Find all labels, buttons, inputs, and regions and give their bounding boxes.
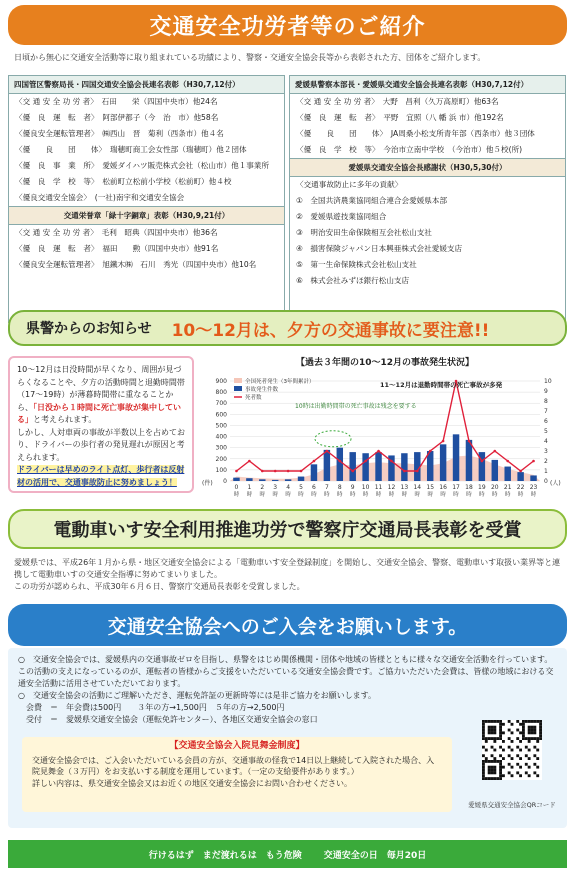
point-deaths [519,470,522,473]
point-deaths [429,450,432,453]
bar-accident-count [233,478,239,481]
x-tick-label: 15 [426,484,435,491]
left-award-row: 〈優 良 学 校 等〉 松前町立松前小学校（松前町）他４校 [15,177,232,186]
legend-swatch [234,386,242,391]
right-award-subrow: ① 全国共済農業協同組合連合会愛媛県本部 [296,196,448,205]
x-unit-label: 時 [349,492,356,498]
footer-slogan: 行けるはず まだ渡れるは もう危険 [148,850,302,861]
chart-annotation-2: 10時は出勤時間帯の死亡事故は残念を要する [295,403,417,410]
right-award-row: 〈優 良 団 体〉 JA周桑小松支所青年部（西条市）他３団体 [296,129,535,138]
bar-accident-count [298,477,304,481]
bar-accident-count [349,452,355,481]
x-tick-label: 12 [387,484,396,491]
notice-paragraph-2: しかし、人対車両の事故が半数以上を占めており、ドライバーの歩行者の発見遅れが原因と考えられます。 [17,427,185,462]
bar-accident-count [440,444,446,481]
notice-red-text: 「日没から１時間に死亡事故が集中している」 [17,402,181,424]
bar-accident-count [504,467,510,481]
x-unit-label: 時 [504,492,511,498]
x-tick-label: 5 [299,484,303,491]
police-label: 県警からのお知らせ [26,321,152,337]
bar-accident-count [337,448,343,481]
x-unit-label: 時 [453,492,459,498]
hospital-benefit-contact: 詳しい内容は、県交通安全協会又はお近くの地区交通安全協会にお問い合わせください。 [32,778,352,788]
x-unit-label: 時 [466,492,472,498]
point-deaths [390,460,393,463]
x-unit-label: 時 [272,492,278,498]
award-title: 電動車いす安全利用推進功労で警察庁交通局長表彰を受賞 [53,520,522,541]
point-deaths [493,450,496,453]
x-unit-label: 時 [362,492,369,498]
point-deaths [403,470,406,473]
point-deaths [338,460,341,463]
point-deaths [300,470,303,473]
left-award-subrow: 〈優 良 運 転 者〉 福田 勲（四国中央市）他91名 [15,244,219,253]
point-deaths [235,470,238,473]
y-tick-label: 0 [223,478,227,485]
intro-text: 日頃から無心に交通安全活動等に取り組まれている功績により、警察・交通安全協会長等から表彰された方、団体をご紹介します。 [14,53,486,62]
legend-label: 全国死者発生（3年間累計） [245,379,315,385]
join-fee: 会費 ＝ 年会費は500円 ３年の方→1,500円 ５年の方→2,500円 [26,703,285,712]
point-deaths [506,460,509,463]
chart-annotation-1: 11～12月は退勤時間帯の死亡事故が多発 [380,381,503,389]
join-paragraph-1: ○ 交通安全協会では、愛媛県内の交通事故ゼロを目指し、県警をはじめ関係機関・団体や地域の皆様とともに様々な交通安全活動を行っています。この活動の支えになっているのが、運転者の皆様からご支援をいただいている交通安全協会費です。ご協力いただいた会費は、皆様の地域における交通安全活動に活用させていただいております。 [18,655,554,688]
x-tick-label: 1 [247,484,252,491]
y-tick-label: 700 [215,400,227,408]
page-title-banner [8,5,567,45]
x-tick-label: 14 [413,484,422,491]
qr-label: 愛媛県交通安全協会QRコード [468,801,556,809]
right-award-row: 〈優 良 運 転 者〉 平野 宜照（八 幡 浜 市）他192名 [296,113,504,122]
point-deaths [313,460,316,463]
x-unit-label: 時 [427,492,433,498]
right-award-subrow: ⑥ 株式会社みずほ銀行松山支店 [296,276,410,285]
x-unit-label: 時 [324,492,330,498]
chart-title: 【過去３年間の10～12月の事故発生状況】 [295,358,475,368]
y2-tick-label: 3 [544,448,548,455]
award-paragraph-1: 愛媛県では、平成26年１月から県・地区交通安全協会による「電動車いす安全登録制度」を開始し、交通安全協会、警察、電動車いす取扱い業界等と連携して電動車いすの交通安全指導に努めてまいりました。 [14,558,561,579]
y2-tick-label: 1 [544,468,548,475]
bar-accident-count [492,460,498,481]
notice-paragraph-3: ドライバーは早めのライト点灯、歩行者は反射材の活用で、交通事故防止に努めましょう！ [17,465,185,487]
join-title: 交通安全協会へのご入会をお願いします。 [107,615,468,638]
y2-tick-label: 4 [544,438,548,445]
x-unit-label: 時 [337,492,343,498]
bar-accident-count [375,452,381,481]
legend-label: 事故発生件数 [245,387,279,393]
x-tick-label: 0 [234,484,239,491]
x-unit-label: 時 [530,492,537,498]
left-award-subrow: 〈優良安全運転管理者〉 旭鐵木㈱ 石川 秀光（四国中央市）他10名 [15,260,257,269]
y2-tick-label: 8 [544,398,548,405]
y-tick-label: 100 [215,466,227,474]
legend-swatch [234,378,242,383]
point-deaths [326,450,329,453]
x-unit-label: 時 [246,492,253,498]
x-tick-label: 16 [439,484,447,491]
x-unit-label: 時 [388,492,395,498]
x-unit-label: 時 [414,492,421,498]
x-tick-label: 9 [350,484,355,491]
y-tick-label: 400 [215,433,227,441]
y2-tick-label: 7 [544,408,548,415]
bar-accident-count [401,453,407,481]
point-deaths [364,460,367,463]
x-tick-label: 10 [361,484,370,491]
series-line-deaths [236,381,533,471]
award-paragraph-2: この功労が認められ、平成30年６月６日、警察庁交通局長表彰を受賞しました。 [14,582,305,591]
footer-safety-day: 交通安全の日 毎月20日 [323,850,427,861]
x-unit-label: 時 [311,492,317,498]
right-award-subrow: ③ 明治安田生命保険相互会社松山支社 [296,228,432,237]
point-deaths [481,460,484,463]
right-award-subheading: 愛媛県交通安全協会長感謝状（H30,5,30付） [290,158,565,177]
hospital-benefit-text: 交通安全協会では、ご入会いただいている会員の方が、交通事故の怪我で14日以上継続して入院された場合、入院見舞金（３万円）をお支払いする制度を運用しています。（一定の支給要件があります。） [32,755,435,776]
bar-accident-count [517,472,523,481]
police-notice-banner [8,310,567,346]
x-tick-label: 7 [324,484,329,491]
chart-svg [200,353,570,503]
y2-tick-label: 0 [544,478,548,485]
y2-tick-label: 2 [544,458,548,465]
x-unit-label: 時 [440,492,446,498]
y2-tick-label: 9 [544,388,548,395]
left-award-row: 〈優 良 団 体〉 瑞穂町商工会女性部（瑞穂町）他２団体 [15,145,247,154]
footer-bar [8,840,567,868]
hospital-benefit-title: 【交通安全協会入院見舞金制度】 [169,741,305,751]
point-deaths [377,450,380,453]
point-deaths [261,470,264,473]
qr-code[interactable] [482,720,542,780]
point-deaths [442,440,445,443]
x-tick-label: 18 [465,484,473,491]
y-axis-unit: (件) [202,480,213,487]
bar-accident-count [453,434,459,481]
point-deaths [274,470,277,473]
y-tick-label: 600 [215,411,227,419]
y-tick-label: 200 [215,455,227,463]
bar-accident-count [324,450,330,481]
x-unit-label: 時 [517,492,524,498]
right-award-heading: 愛媛県警察本部長・愛媛県交通安全協会長連名表彰（H30,7,12付） [290,76,565,94]
right-award-subrow: ⑤ 第一生命保険株式会社松山支社 [296,260,417,269]
police-notice-text [8,356,194,493]
x-unit-label: 時 [259,492,266,498]
notice-paragraph-1b: と考えられます。 [33,415,97,424]
x-tick-label: 2 [260,484,265,491]
left-award-box [8,75,285,323]
x-tick-label: 17 [452,484,460,491]
left-award-row: 〈優 良 運 転 者〉 阿部伊都子（今 治 市）他58名 [15,113,219,122]
x-unit-label: 時 [233,492,240,498]
x-tick-label: 13 [400,484,409,491]
right-award-subintro: 〈交通事故防止に多年の貢献〉 [296,180,403,189]
left-award-heading: 四国管区警察局長・四国交通安全協会長連名表彰（H30,7,12付） [9,76,284,94]
point-deaths [351,470,354,473]
left-award-row: 〈交 通 安 全 功 労 者〉 石田 栄（四国中央市）他24名 [15,97,218,106]
x-tick-label: 23 [529,484,538,491]
join-banner [8,604,567,646]
right-award-subrow: ④ 損害保険ジャパン日本興亜株式会社愛媛支店 [296,244,463,253]
award-banner [8,509,567,549]
left-award-row: 〈優 良 事 業 所〉 愛媛ダイハツ販売株式会社（松山市）他１事業所 [15,161,270,170]
x-tick-label: 19 [478,484,486,491]
x-unit-label: 時 [479,492,485,498]
award-text [14,557,566,593]
right-award-row: 〈優 良 学 校 等〉 今治市立南中学校 （今治市）他５校(所) [296,145,523,154]
join-desk: 受付 ＝ 愛媛県交通安全協会（運転免許センター）、各地区交通安全協会の窓口 [26,715,318,724]
y2-tick-label: 10 [544,378,552,385]
right-award-subrow: ② 愛媛県遊技業協同組合 [296,212,387,221]
x-unit-label: 時 [298,492,304,498]
left-award-row: 〈優良交通安全協会〉 (一社)南宇和交通安全協会 [15,193,185,202]
chart-highlight-ellipse [315,431,351,447]
left-award-row: 〈優良安全運転管理者〉 ㈱西山 晋 菊利（西条市）他４名 [15,129,224,138]
point-deaths [248,460,251,463]
x-tick-label: 3 [273,484,278,491]
y2-tick-label: 6 [544,418,548,425]
police-message: 10～12月は、夕方の交通事故に要注意!! [171,320,490,341]
point-deaths [416,470,419,473]
legend-label: 死者数 [245,395,262,401]
join-paragraph-2: ○ 交通安全協会の活動にご理解いただき、運転免許証の更新時等には是非ご協力をお願いします。 [18,691,377,700]
point-deaths [287,470,290,473]
x-tick-label: 8 [337,484,342,491]
x-tick-label: 21 [503,484,512,491]
x-unit-label: 時 [375,492,382,498]
bar-accident-count [285,479,291,481]
right-award-box [289,75,566,323]
x-tick-label: 6 [312,484,316,491]
x-tick-label: 4 [286,484,291,491]
x-unit-label: 時 [492,492,498,498]
left-award-subheading: 交通栄誉章「緑十字銅章」表彰（H30,9,21付） [9,206,284,225]
x-tick-label: 20 [490,484,499,491]
x-tick-label: 22 [516,484,525,491]
bar-accident-count [362,453,368,481]
hospital-benefit-box [22,737,452,812]
bar-accident-count [530,475,536,481]
qr-code-icon [482,720,542,780]
bar-accident-count [259,479,265,481]
y-tick-label: 800 [215,389,227,397]
page-title: 交通安全功労者等のご紹介 [149,14,426,40]
y2-tick-label: 5 [544,428,548,435]
y-tick-label: 300 [215,444,227,452]
x-unit-label: 時 [401,492,408,498]
qr-pattern [482,720,542,780]
right-award-row: 〈交 通 安 全 功 労 者〉 大野 昌利（久万高原町）他63名 [296,97,499,106]
y-tick-label: 900 [215,378,227,385]
bar-accident-count [466,440,472,481]
point-deaths [468,440,471,443]
x-unit-label: 時 [285,492,291,498]
y2-axis-unit: (人) [550,480,561,487]
point-deaths [532,460,535,463]
left-award-subrow: 〈交 通 安 全 功 労 者〉 毛利 昭典（四国中央市）他36名 [15,228,218,237]
bar-accident-count [311,464,317,481]
x-tick-label: 11 [374,484,383,491]
accident-chart [200,353,570,503]
bar-accident-count [246,478,252,481]
notice-paragraph-1: 10～12月は日没時間が早くなり、周囲が見づらくなることや、夕方の活動時間と退勤時間帯（17～19時）が薄暮時間帯に重なることから、 [17,365,185,412]
bar-accident-count [272,480,278,481]
y-tick-label: 500 [215,422,227,430]
